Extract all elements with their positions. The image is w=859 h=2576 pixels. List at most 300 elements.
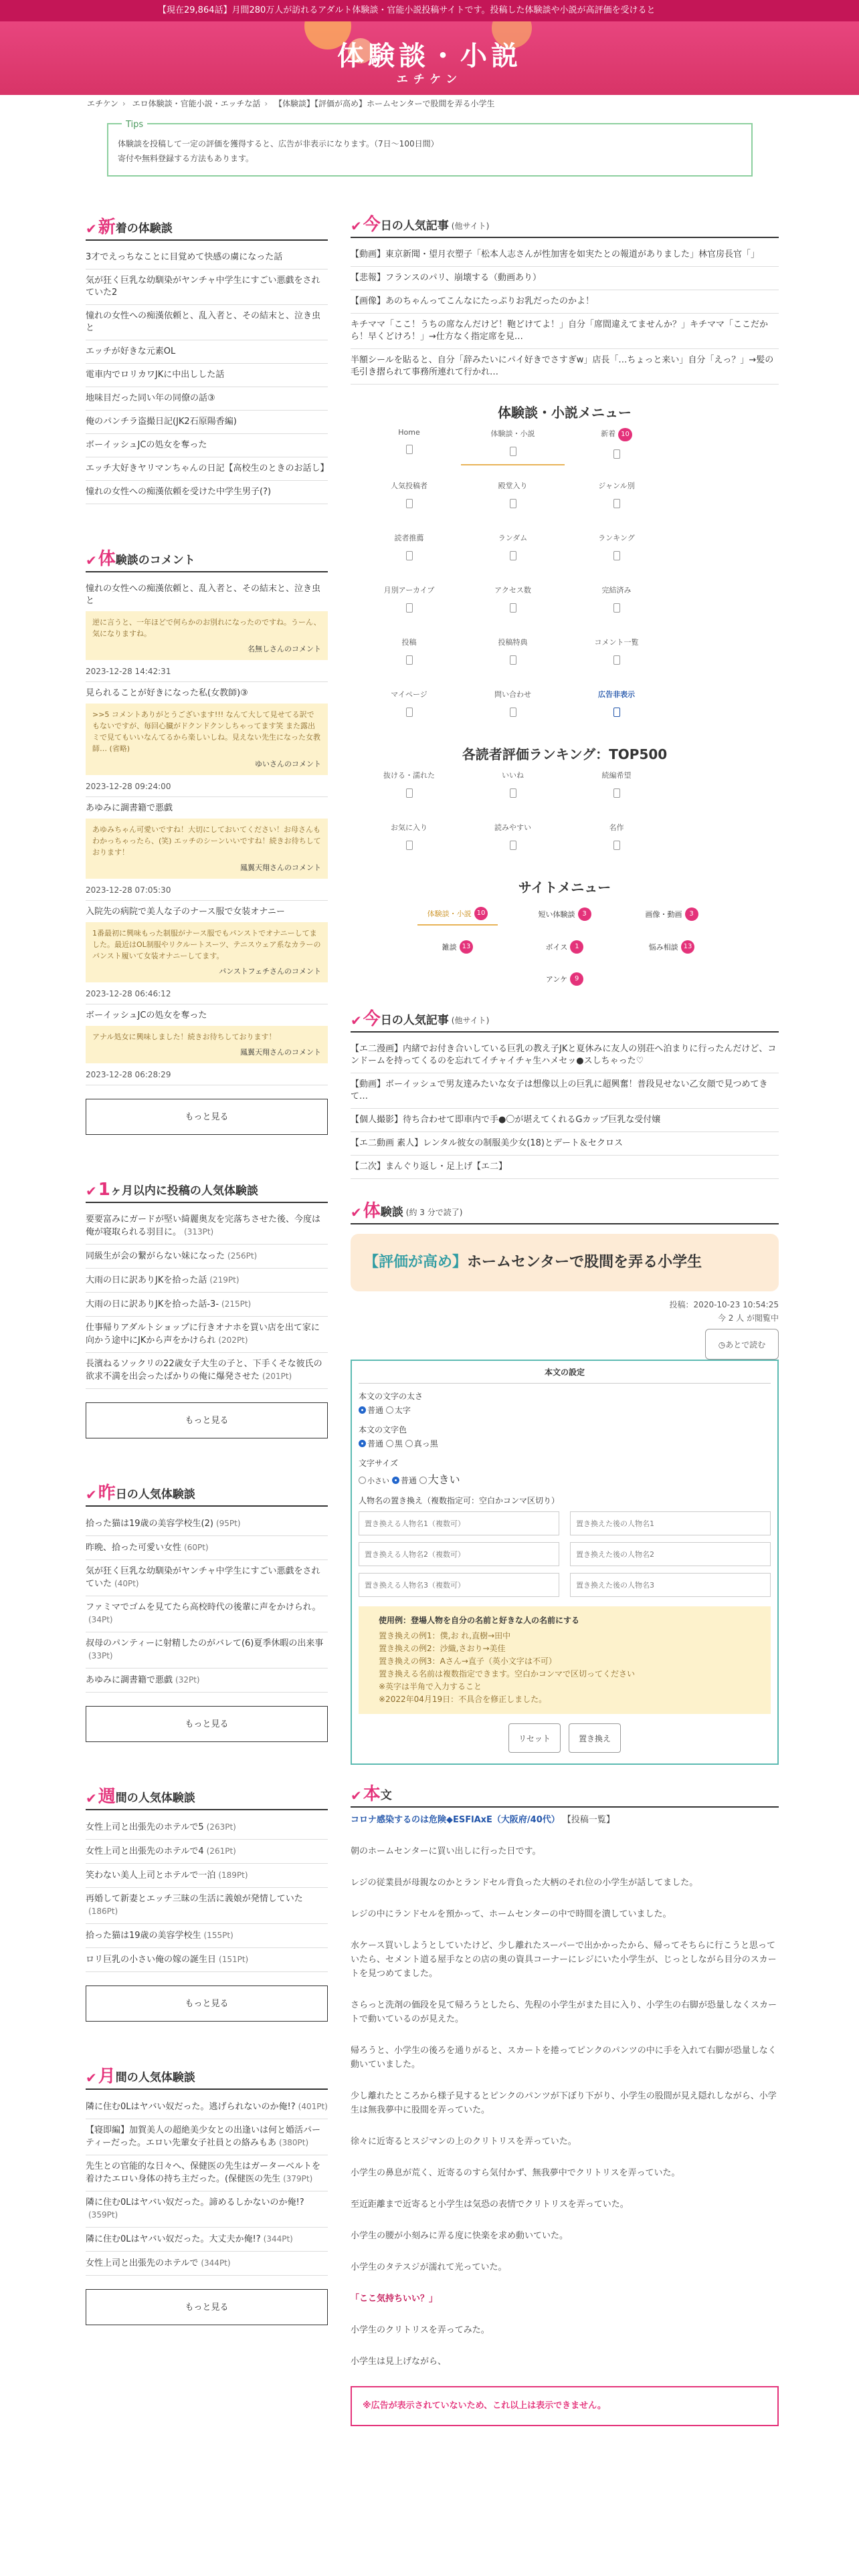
- replace-before-2[interactable]: [359, 1542, 559, 1566]
- comment-item[interactable]: [86, 682, 328, 797]
- menu-label: 短い体験談: [538, 910, 575, 919]
- check-icon: ✔: [351, 1204, 362, 1220]
- menu-label: 読みやすい: [494, 823, 531, 832]
- list-item[interactable]: [86, 1353, 328, 1389]
- paragraph: さらっと洗剤の価段を見て帰ろうとしたら、先程の小学生がまた目に入り、小学生の右脚が恐量しなくスカートで動いているのが見えた。: [351, 2000, 777, 2024]
- list-item[interactable]: [86, 1269, 328, 1293]
- option-label: 小さい: [367, 1477, 389, 1485]
- list-item[interactable]: [86, 1536, 328, 1560]
- comment-author: 鳳翼天翔さんのコメント: [240, 863, 321, 872]
- menu-completed[interactable]: [565, 584, 668, 622]
- article-meta: [351, 1298, 779, 1325]
- list-item[interactable]: [86, 1632, 328, 1669]
- viewer-count: 今 2 人 が閲覧中: [717, 1313, 779, 1323]
- section-header-story: [351, 1202, 779, 1224]
- option-label: 普通: [367, 1439, 384, 1448]
- left-sidebar: [86, 201, 328, 2325]
- menu-post[interactable]: [357, 637, 461, 674]
- menu-hide-ads[interactable]: [565, 689, 668, 726]
- site-menu-short[interactable]: [524, 903, 605, 926]
- item-points: (263Pt): [206, 1822, 236, 1832]
- weight-normal-radio[interactable]: [359, 1406, 383, 1415]
- replace-button[interactable]: 置き換え: [569, 1723, 621, 1753]
- list-item[interactable]: [86, 1840, 328, 1864]
- week-list: [86, 1816, 328, 1972]
- list-item[interactable]: エッチ大好きヤリマンちゃんの日記【高校生のときのお話し】: [86, 457, 328, 481]
- list-item[interactable]: 【二次】まんぐり返し・足上げ【エ二】: [351, 1156, 779, 1179]
- item-title: 隣に住む0Lはヤバい奴だった。逃げられないのか俺!?: [86, 2102, 296, 2112]
- menu-genre[interactable]: [565, 480, 668, 518]
- menu-label: 続編希望: [601, 771, 632, 780]
- comment-text: 逆に言うと、一年ほどで何らかのお別れになったのですね。うーん、気になりますね。: [92, 618, 321, 638]
- comment-author: 名無しさんのコメント: [248, 645, 321, 653]
- count-badge: 3: [685, 907, 698, 921]
- list-item[interactable]: 3才でえっちなことに目覚めて快感の虜になった話: [86, 246, 328, 270]
- list-item[interactable]: 【動画】ボーイッシュで男友達みたいな女子は想像以上の巨乳に超興奮！普段見せない乙女顔で見つめてきて…: [351, 1073, 779, 1109]
- menu-random[interactable]: [461, 532, 565, 570]
- section-title-accent: 体: [363, 1201, 381, 1221]
- site-menu-media[interactable]: [632, 903, 712, 926]
- radio-icon: [359, 1477, 366, 1484]
- count-badge: 13: [460, 940, 474, 954]
- menu-empty: [668, 480, 772, 518]
- item-title: 笑わない美人上司とホテルで一泊: [86, 1870, 216, 1881]
- list-item[interactable]: ボーイッシュJCの処女を奪った: [86, 434, 328, 457]
- item-points: (201Pt): [262, 1372, 292, 1381]
- list-item[interactable]: 憧れの女性への痴漢依頼と、乱入者と、その結末と、泣き虫と: [86, 305, 328, 340]
- section-header-comments: [86, 550, 328, 572]
- menu-label: 殿堂入り: [498, 481, 528, 490]
- menu-empty: [668, 770, 772, 807]
- option-label: 大きい: [427, 1473, 460, 1486]
- comment-date: 2023-12-28 07:05:30: [86, 885, 171, 895]
- menu-label: 月別アーカイブ: [383, 586, 435, 595]
- article-title: [351, 1234, 779, 1291]
- check-icon: ✔: [86, 552, 97, 568]
- section-title: ヶ月以内に投稿の人気体験談: [110, 1184, 258, 1198]
- item-title: 拾った猫は19歳の美容学校生(2): [86, 1519, 213, 1529]
- count-badge: 13: [681, 940, 695, 954]
- comment-author: パンストフェチさんのコメント: [219, 967, 321, 976]
- menu-empty: [668, 637, 772, 674]
- item-points: (344Pt): [263, 2234, 293, 2244]
- monthly-list: [86, 2095, 328, 2276]
- item-points: (313Pt): [184, 1227, 214, 1237]
- item-points: (60Pt): [184, 1543, 209, 1552]
- list-item[interactable]: [86, 1317, 328, 1353]
- check-icon: ✔: [86, 1790, 97, 1806]
- item-title: 女性上司と出張先のホテルで: [86, 2258, 199, 2268]
- section-title-accent: 1: [98, 1180, 110, 1200]
- section-title-accent: 今: [363, 215, 381, 235]
- list-item[interactable]: [86, 2095, 328, 2119]
- color-black-radio[interactable]: [386, 1439, 403, 1448]
- author-link[interactable]: コロナ感染するのは危険◆ESFlAxE（大阪府/40代）: [351, 1815, 560, 1825]
- more-month-button[interactable]: もっと見る: [86, 1402, 328, 1438]
- article-body: [351, 1813, 779, 2369]
- breadcrumb: [87, 98, 498, 109]
- comment-body: [86, 819, 328, 879]
- list-item[interactable]: [86, 1293, 328, 1317]
- section-header-week: [86, 1788, 328, 1810]
- color-options: [359, 1438, 771, 1449]
- check-icon: ✔: [86, 1183, 97, 1199]
- more-monthly-button[interactable]: もっと見る: [86, 2289, 328, 2325]
- item-points: (32Pt): [175, 1675, 200, 1685]
- replace-after-1[interactable]: [570, 1511, 771, 1535]
- item-points: (95Pt): [215, 1519, 241, 1528]
- ranking-sequel[interactable]: [565, 770, 668, 807]
- site-logo[interactable]: 体験談・小説: [337, 40, 522, 72]
- list-item[interactable]: [86, 2155, 328, 2191]
- menu-new[interactable]: [565, 428, 668, 465]
- list-item[interactable]: [86, 1864, 328, 1888]
- section-title-accent: 本: [363, 1784, 381, 1804]
- item-title: 仕事帰りアダルトショップに行きオナホを買い店を出て家に向かう途中にJKから声をかけられ: [86, 1323, 320, 1346]
- menu-label: ランダム: [498, 534, 528, 542]
- count-badge: 1: [570, 940, 583, 954]
- month-list: [86, 1208, 328, 1389]
- menu-label: 投稿: [401, 638, 417, 647]
- section-header-body: [351, 1785, 779, 1808]
- section-title: 日の人気記事: [380, 1014, 449, 1027]
- option-label: 真っ黒: [413, 1439, 438, 1448]
- section-title: 間の人気体験談: [115, 1792, 195, 1805]
- check-icon: ✔: [86, 2070, 97, 2086]
- menu-contact[interactable]: [461, 689, 565, 726]
- item-title: 女性上司と出張先のホテルで4: [86, 1846, 204, 1856]
- clock-icon: ◷: [718, 1340, 726, 1350]
- weight-options: [359, 1404, 771, 1416]
- item-title: 拾った猫は19歳の美容学校生: [86, 1931, 201, 1941]
- list-item[interactable]: 電車内でロリカワJKに中出しした話: [86, 364, 328, 387]
- ranking-menu: [351, 770, 779, 859]
- page-icon: [613, 708, 620, 717]
- list-item[interactable]: エッチが好きな元素OL: [86, 340, 328, 364]
- list-item[interactable]: 地味目だった同い年の同僚の話③: [86, 387, 328, 411]
- radio-icon: [386, 1406, 393, 1414]
- check-icon: ✔: [86, 1487, 97, 1503]
- read-later-label: あとで読む: [725, 1340, 766, 1350]
- menu-label: ジャンル別: [598, 481, 635, 490]
- list-item[interactable]: 【エ二漫画】内緒でお付き合いしている巨乳の教え子JKと夏休みに友人の別荘へ泊まりに行ったんだけど、コンドームを持ってくるのを忘れてイチャイチャ生ハメセッ●スしちゃった♡: [351, 1038, 779, 1073]
- item-points: (202Pt): [218, 1335, 248, 1345]
- page-icon: [510, 551, 516, 560]
- tips-box: [107, 120, 753, 177]
- menu-label: コメント一覧: [594, 638, 639, 647]
- list-item[interactable]: [86, 1596, 328, 1632]
- list-item[interactable]: キチママ「ここ！うちの席なんだけど！鞄どけてよ！」自分「席間違えてませんか？」キチママ「ここだから！早くどけろ！」→仕方なく指定席を見…: [351, 314, 779, 349]
- usage-line: 置き換えの例3：Aさん→直子（英小文字は不可）: [379, 1656, 557, 1666]
- paragraph: 少し離れたところから様子見するとピンクのパンツが下ぼり下がり、小学生の股間が見え隠れしながら、小学生は無我夢中に股間を弄っていた。: [351, 2091, 777, 2115]
- breadcrumb-separator: ›: [264, 99, 268, 108]
- list-item[interactable]: [86, 2228, 328, 2252]
- usage-line: 置き換える名前は複数指定できます。空白かコンマで区切ってください: [379, 1669, 636, 1679]
- list-item[interactable]: 憧れの女性への痴漢依頼を受けた中学生男子(?): [86, 481, 328, 504]
- item-points: (219Pt): [209, 1275, 240, 1285]
- menu-label: 悩み相談: [648, 943, 678, 952]
- section-title: 験談: [380, 1206, 403, 1219]
- list-item[interactable]: 【悲報】フランスのパリ、崩壊する（動画あり）: [351, 267, 779, 290]
- page-icon: [613, 788, 620, 798]
- section-header-new: [86, 218, 328, 241]
- page-icon: [406, 499, 413, 508]
- radio-icon: [405, 1440, 413, 1447]
- more-yesterday-button[interactable]: もっと見る: [86, 1706, 328, 1742]
- font-normal-radio[interactable]: [392, 1476, 417, 1485]
- menu-popular-authors[interactable]: [357, 480, 461, 518]
- replace-before-1[interactable]: [359, 1511, 559, 1535]
- section-title: 間の人気体験談: [115, 2071, 195, 2084]
- site-logo-sub: エチケン: [396, 73, 463, 86]
- replace-before-3[interactable]: [359, 1573, 559, 1597]
- color-normal-radio[interactable]: [359, 1439, 383, 1448]
- page-icon: [510, 708, 516, 717]
- list-item[interactable]: [86, 1816, 328, 1840]
- check-icon: ✔: [351, 1788, 362, 1804]
- section-subtitle: (他サイト): [451, 221, 490, 231]
- menu-label: 体験談・小説: [427, 909, 472, 918]
- menu-label: ボイス: [545, 943, 568, 952]
- check-icon: ✔: [86, 221, 97, 237]
- read-later-button[interactable]: [705, 1329, 779, 1360]
- page-icon: [613, 841, 620, 850]
- page-icon: [613, 551, 620, 560]
- menu-stories[interactable]: [461, 428, 565, 465]
- page-icon: [510, 447, 516, 456]
- post-list-link[interactable]: 【投稿一覧】: [562, 1815, 615, 1825]
- list-item[interactable]: 俺のパンチラ盗撮日記(JK2石原陽香編): [86, 411, 328, 434]
- list-item[interactable]: [86, 2252, 328, 2276]
- comment-body: [86, 611, 328, 660]
- today-list: [351, 243, 779, 385]
- section-title-accent: 月: [98, 2066, 116, 2086]
- comment-item[interactable]: [86, 1004, 328, 1085]
- settings-buttons: [359, 1723, 771, 1753]
- site-menu-advice[interactable]: [632, 936, 712, 958]
- list-item[interactable]: [86, 1948, 328, 1972]
- settings-title: 本文の設定: [359, 1366, 771, 1384]
- item-points: (256Pt): [227, 1251, 258, 1261]
- list-item[interactable]: [86, 2191, 328, 2228]
- item-title: 先生との官能的な日々へ、保健医の先生はガーターベルトを着けたエロい身体の持ち主だった。(保健医の先生: [86, 2161, 321, 2184]
- list-item[interactable]: [86, 1669, 328, 1693]
- list-item[interactable]: [86, 2119, 328, 2155]
- item-title: 女性上司と出張先のホテルで5: [86, 1822, 204, 1832]
- item-title: 再婚して新妻とエッチ三昧の生活に義娘が発情していた: [86, 1894, 303, 1904]
- menu-label: マイページ: [391, 690, 427, 699]
- menu-label: 完結済み: [601, 586, 632, 595]
- site-header[interactable]: [0, 21, 859, 95]
- list-item[interactable]: [86, 1888, 328, 1924]
- section-title-accent: 体: [98, 549, 116, 569]
- item-points: (151Pt): [219, 1955, 249, 1964]
- section-header-today-2: [351, 1010, 779, 1033]
- menu-hall-of-fame[interactable]: [461, 480, 565, 518]
- menu-monthly-archive[interactable]: [357, 584, 461, 622]
- list-item[interactable]: 【画像】あのちゃんってこんなにたっぷりお乳だったのかよ！: [351, 290, 779, 314]
- site-menu-chat[interactable]: [417, 936, 498, 958]
- page-icon: [406, 655, 413, 665]
- menu-comment-list[interactable]: [565, 637, 668, 674]
- section-header-monthly: [86, 2067, 328, 2090]
- font-small-radio[interactable]: [359, 1477, 389, 1485]
- tips-label: Tips: [122, 118, 147, 132]
- list-item[interactable]: 半額シールを貼ると、自分「辞みたいにパイ好きでさすぎw」店長「…ちょっと来い」自分「えっ？」→髪の毛引き摺られて事務所連れて行かれ…: [351, 349, 779, 385]
- ranking-favorites[interactable]: [357, 822, 461, 859]
- item-title: 気が狂く巨乳な幼馴染がヤンチャ中学生にすごい悪戯をされていた: [86, 1566, 320, 1589]
- section-title-accent: 今: [363, 1009, 381, 1029]
- color-jetblack-radio[interactable]: [405, 1439, 438, 1448]
- today-list-2: [351, 1038, 779, 1179]
- item-points: (40Pt): [114, 1579, 139, 1588]
- item-title: 長濱ねるソックリの22歳女子大生の子と、下手くそな彼氏の欲求不満を出会ったばかりの俺に爆発させた: [86, 1359, 322, 1382]
- ranking-arousing[interactable]: [357, 770, 461, 807]
- radio-icon: [359, 1440, 366, 1447]
- menu-post-perks[interactable]: [461, 637, 565, 674]
- menu-reader-picks[interactable]: [357, 532, 461, 570]
- paragraph: 小学生のタテスジが濡れて光っていた。: [351, 2262, 507, 2272]
- page-icon: [613, 499, 620, 508]
- list-item[interactable]: [86, 1245, 328, 1269]
- menu-access-count[interactable]: [461, 584, 565, 622]
- list-item[interactable]: [86, 1924, 328, 1948]
- reading-time: (約 3 分で読了): [405, 1208, 463, 1217]
- breadcrumb-category[interactable]: エロ体験談・官能小説・エッチな話: [132, 99, 261, 108]
- comment-item[interactable]: [86, 901, 328, 1004]
- menu-label: 人気投稿者: [391, 481, 427, 490]
- comment-author: ゆいさんのコメント: [255, 760, 321, 768]
- ranking-like[interactable]: [461, 770, 565, 807]
- ranking-title: 各読者評価ランキング：TOP500: [462, 746, 668, 762]
- page-icon: [510, 788, 516, 798]
- radio-icon: [386, 1440, 393, 1447]
- top-ticker: 【現在29,864話】月間280万人が訪れるアダルト体験談・官能小説投稿サイトです。投稿した体験談や小説が高評価を受けると: [0, 0, 859, 21]
- page-icon: [510, 603, 516, 613]
- replace-after-3[interactable]: [570, 1573, 771, 1597]
- comment-title[interactable]: 見られることが好きになった私(女教師)③: [86, 688, 248, 698]
- site-menu-title: サイトメニュー: [518, 879, 611, 895]
- site-menu-stories[interactable]: [417, 903, 498, 926]
- comment-text: アナル処女に興味しました！続きお待ちしております！: [92, 1033, 276, 1041]
- radio-icon: [419, 1477, 427, 1484]
- page-icon: [406, 708, 413, 717]
- paragraph: 帰ろうと、小学生の後ろを通りがると、スカートを捲ってピンクのパンツの中に手を入れて右脚が恐量しなく動いていました。: [351, 2046, 777, 2070]
- comment-title[interactable]: あゆみに調書籍で悪戯: [86, 803, 173, 813]
- item-title: 大雨の日に訳ありJKを拾った話: [86, 1275, 207, 1285]
- page-icon: [406, 788, 413, 798]
- list-item[interactable]: [86, 1208, 328, 1245]
- replace-label: 人物名の置き換え（複数指定可：空白かコンマ区切り）: [359, 1496, 560, 1505]
- menu-home[interactable]: [357, 428, 461, 465]
- page-icon: [406, 841, 413, 850]
- comment-title[interactable]: ボーイッシュJCの処女を奪った: [86, 1010, 207, 1021]
- item-points: (261Pt): [206, 1846, 236, 1856]
- radio-icon: [392, 1477, 399, 1484]
- page-icon: [613, 449, 620, 459]
- item-points: (189Pt): [218, 1870, 248, 1880]
- section-title: 文: [380, 1789, 392, 1802]
- section-subtitle: (他サイト): [451, 1016, 490, 1025]
- menu-empty: [668, 532, 772, 570]
- font-size-label: 文字サイズ: [359, 1459, 399, 1468]
- comment-body: [86, 922, 328, 982]
- paragraph: 小学生の腰が小刻みに弄る度に快楽を求め動いていた。: [351, 2231, 569, 2241]
- replace-after-2[interactable]: [570, 1542, 771, 1566]
- section-header-yesterday: [86, 1484, 328, 1507]
- list-item[interactable]: [86, 1512, 328, 1536]
- paragraph: 徐々に近寄るとスジマンの上のクリトリスを弄っていた。: [351, 2137, 577, 2147]
- item-title: あゆみに調書籍で悪戯: [86, 1675, 173, 1685]
- author-line: [351, 1813, 779, 1827]
- more-comments-button[interactable]: もっと見る: [86, 1099, 328, 1135]
- paragraph: レジの従業員が母親なのかとランドセル背負った大柄のそれ位の小学生が話してました。: [351, 1878, 698, 1888]
- breadcrumb-home[interactable]: エチケン: [87, 99, 118, 108]
- comment-body: [86, 1026, 328, 1063]
- item-title: ファミマでゴムを見てたら高校時代の後輩に声をかけられ。: [86, 1602, 321, 1612]
- menu-empty: [668, 428, 772, 465]
- ad-notice: ※広告が表示されていないため、これ以上は表示できません。: [351, 2386, 779, 2426]
- comment-title[interactable]: 入院先の病院で美人な子のナース服で女装オナニー: [86, 907, 285, 917]
- breadcrumb-current: 【体験談】【評価が高め】ホームセンターで股間を弄る小学生: [274, 99, 495, 108]
- reset-button[interactable]: リセット: [508, 1723, 561, 1753]
- menu-mypage[interactable]: [357, 689, 461, 726]
- menu-empty: [668, 689, 772, 726]
- comments-list: [86, 578, 328, 1085]
- usage-line: ※英字は半角で入力すること: [379, 1682, 482, 1691]
- article-title-text: ホームセンターで股間を弄る小学生: [467, 1254, 702, 1271]
- site-menu-voice[interactable]: [524, 936, 605, 958]
- item-title: 隣に住む0Lはヤバい奴だった。大丈夫か俺!?: [86, 2234, 261, 2244]
- item-points: (186Pt): [88, 1907, 118, 1916]
- section-title: 験談のコメント: [115, 554, 195, 567]
- list-item[interactable]: 【動画】東京新聞・望月衣塑子「松本人志さんが性加害を如実たとの報道がありました」林官房長官「」: [351, 243, 779, 267]
- comment-author: 鳳翼天翔さんのコメント: [240, 1048, 321, 1057]
- menu-label: 画像・動画: [645, 910, 682, 919]
- site-menu-survey[interactable]: [524, 968, 605, 990]
- item-title: 要要富みにガードが堅い綺麗奥友を完落ちさせた後、今度は俺が寝取られる羽目に。: [86, 1214, 321, 1237]
- more-week-button[interactable]: もっと見る: [86, 1985, 328, 2022]
- count-badge: 9: [570, 972, 583, 986]
- comment-title[interactable]: 憧れの女性への痴漢依頼と、乱入者と、その結末と、泣き虫と: [86, 584, 321, 606]
- list-item[interactable]: [86, 1560, 328, 1596]
- page-icon: [613, 603, 620, 613]
- section-title-accent: 週: [98, 1787, 116, 1807]
- comment-text: あゆみちゃん可愛いですね！大切にしておいてください！お母さんもわかっちゃったら、(笑) エッチのシーンいいですね！続きお待ちしております！: [92, 825, 321, 857]
- comment-item[interactable]: [86, 578, 328, 682]
- list-item[interactable]: 【個人撮影】待ち合わせて即車内で手●〇が堪えてくれるGカップ巨乳な受付嬢: [351, 1109, 779, 1132]
- usage-line: ※2022年04月19日：不具合を修正しました。: [379, 1695, 547, 1704]
- list-item[interactable]: 【エ二動画 素人】レンタル彼女の制服美少女(18)とデート＆セクロス: [351, 1132, 779, 1156]
- ranking-readable[interactable]: [461, 822, 565, 859]
- main-content: [351, 201, 779, 2426]
- yesterday-list: [86, 1512, 328, 1693]
- weight-bold-radio[interactable]: [386, 1406, 411, 1415]
- menu-label: 投稿特典: [498, 638, 528, 647]
- page-icon: [510, 655, 516, 665]
- menu-ranking[interactable]: [565, 532, 668, 570]
- section-title: 日の人気体験談: [115, 1488, 195, 1501]
- comment-item[interactable]: [86, 797, 328, 901]
- count-badge: 10: [474, 907, 488, 920]
- option-label: 普通: [367, 1406, 384, 1415]
- list-item[interactable]: 気が狂く巨乳な幼馴染がヤンチャ中学生にすごい悪戯をされていた2: [86, 270, 328, 305]
- weight-label: 本文の文字の太さ: [359, 1392, 423, 1401]
- comment-date: 2023-12-28 14:42:31: [86, 667, 171, 676]
- font-large-radio[interactable]: [419, 1473, 460, 1486]
- paragraph: 水ケース買いしようとしていたけど、少し離れたスーパーで出かかったから、帰ってそちらに行こうと思っていたら、セメント道る屋手なとの店の奥の資具コーナーにレジにいた小学生が、じっとしながら目分のスカートを見つめてました。: [351, 1941, 777, 1979]
- ranking-masterpiece[interactable]: [565, 822, 668, 859]
